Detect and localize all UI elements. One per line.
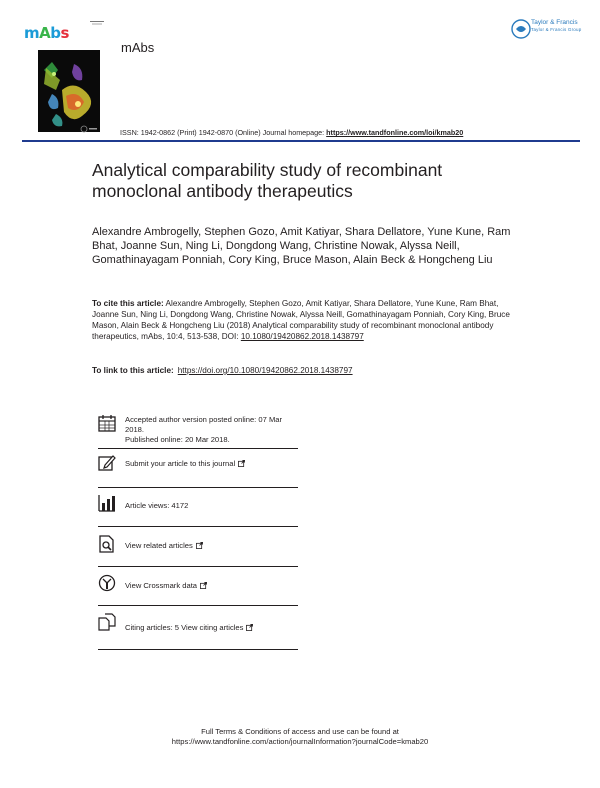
citation-block bbox=[92, 298, 512, 342]
article-link-line bbox=[92, 366, 353, 375]
small-mark-icon bbox=[90, 20, 104, 26]
edit-icon bbox=[98, 454, 116, 472]
publisher-name: Taylor & Francis bbox=[531, 19, 578, 26]
info-divider bbox=[98, 487, 298, 488]
published-date: Published online: 20 Mar 2018. bbox=[125, 434, 230, 444]
citing-articles-link[interactable]: Citing articles: 5 View citing articles bbox=[125, 623, 244, 632]
external-link-icon bbox=[246, 624, 253, 631]
publisher-subname: Taylor & Francis Group bbox=[531, 27, 582, 32]
external-link-icon bbox=[196, 542, 203, 549]
search-document-icon bbox=[98, 535, 116, 553]
terms-footer bbox=[0, 727, 600, 747]
info-divider bbox=[98, 526, 298, 527]
related-articles-link[interactable]: View related articles bbox=[125, 541, 193, 550]
cite-text: Alexandre Ambrogelly, Stephen Gozo, Amit Katiyar, Shara Dellatore, Yune Kune, Ram Bhat, Joanne Sun, Ning Li, Dongdong Wang, Christine Nowak, Alyssa Neill, Gomathinayagam Ponniah, Cory King, Bruce Mason, Alain Beck & Hongcheng Liu (2018) Analytical comparability study of recombinant monoclonal antibody therapeutics, mAbs, 10:4, 513-538, DOI: bbox=[92, 299, 510, 341]
bar-chart-icon bbox=[98, 494, 116, 512]
documents-icon bbox=[98, 613, 116, 631]
link-label: To link to this article: bbox=[92, 366, 174, 375]
article-title: Analytical comparability study of recombinant monoclonal antibody therapeutics bbox=[92, 160, 443, 201]
article-authors: Alexandre Ambrogelly, Stephen Gozo, Amit Katiyar, Shara Dellatore, Yune Kune, Ram Bhat, Joanne Sun, Ning Li, Dongdong Wang, Christine Nowak, Alyssa Neill, Gomathinayagam Ponniah, Cory King, Bruce Mason, Alain Beck & Hongcheng Liu bbox=[92, 226, 511, 266]
journal-name: mAbs bbox=[121, 40, 155, 55]
footer-terms-text: Full Terms & Conditions of access and use can be found at bbox=[201, 727, 399, 736]
publisher-small-logo-icon bbox=[80, 125, 98, 133]
related-articles-row[interactable] bbox=[98, 535, 298, 555]
info-divider bbox=[98, 649, 298, 650]
submit-article-link[interactable]: Submit your article to this journal bbox=[125, 459, 236, 468]
journal-logo: mAbs bbox=[24, 24, 69, 42]
info-divider bbox=[98, 605, 298, 606]
article-views: Article views: 4172 bbox=[125, 501, 189, 510]
issn-line: ISSN: 1942-0862 (Print) 1942-0870 (Online) Journal homepage: https://www.tandfonline.com/loi/kmab20 bbox=[120, 128, 464, 137]
cite-label: To cite this article: bbox=[92, 299, 164, 308]
footer-terms-link[interactable]: https://www.tandfonline.com/action/journalInformation?journalCode=kmab20 bbox=[171, 737, 429, 746]
article-doi-link[interactable]: https://doi.org/10.1080/19420862.2018.1438797 bbox=[177, 366, 353, 375]
submit-article-row[interactable] bbox=[98, 454, 298, 474]
external-link-icon bbox=[200, 582, 207, 589]
crossmark-row[interactable] bbox=[98, 574, 298, 594]
info-divider bbox=[98, 566, 298, 567]
article-views-row bbox=[98, 494, 298, 514]
accepted-date: Accepted author version posted online: 07 Mar 2018. bbox=[125, 415, 283, 434]
journal-homepage-link[interactable]: https://www.tandfonline.com/loi/kmab20 bbox=[326, 128, 464, 137]
crossmark-icon bbox=[98, 574, 116, 592]
crossmark-link[interactable]: View Crossmark data bbox=[125, 581, 198, 590]
header-divider bbox=[22, 140, 580, 142]
calendar-icon bbox=[98, 414, 116, 432]
journal-cover-image bbox=[38, 50, 100, 132]
info-divider bbox=[98, 448, 298, 449]
external-link-icon bbox=[238, 460, 245, 467]
citing-articles-row[interactable] bbox=[98, 613, 298, 633]
cite-doi-link[interactable]: 10.1080/19420862.2018.1438797 bbox=[240, 332, 364, 341]
